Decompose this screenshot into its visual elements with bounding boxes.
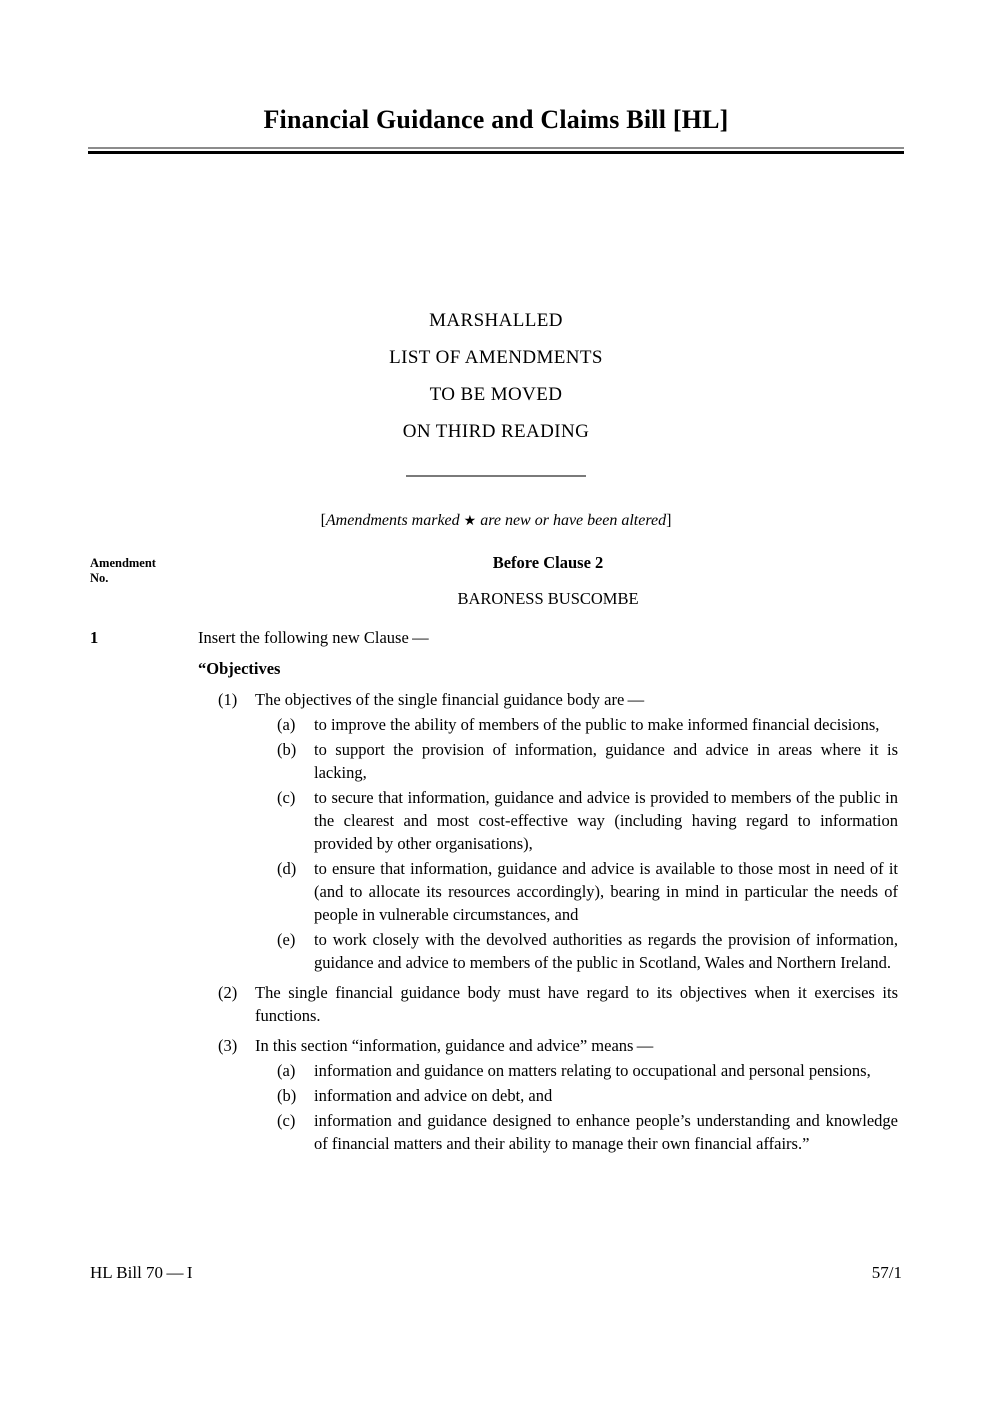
subparagraph-text: information and guidance on matters relating to occupational and personal pensions,: [314, 1061, 871, 1080]
subparagraph: [198, 1084, 898, 1107]
note-text-before-star: Amendments marked: [325, 512, 464, 529]
subparagraph-text: to improve the ability of members of the public to make informed financial decisions,: [314, 715, 880, 734]
page-title: Financial Guidance and Claims Bill [HL]: [263, 105, 729, 134]
subparagraph-marker: (b): [277, 1086, 297, 1105]
heading-short-rule: [406, 475, 586, 477]
star-icon: ★: [463, 514, 477, 529]
subparagraph-text: information and guidance designed to enhance people’s understanding and knowledge of financial matters and their ability to manage their own financial affairs.”: [314, 1111, 898, 1153]
note-close-bracket: ]: [666, 512, 672, 529]
subparagraph-text: to support the provision of information, guidance and advice in areas where it is lacking,: [314, 740, 898, 782]
masthead: [88, 104, 904, 154]
subparagraph-marker: (d): [277, 859, 297, 878]
subparagraph: [198, 1059, 898, 1082]
note-open-bracket: [: [320, 512, 326, 529]
paragraph: [198, 981, 898, 1027]
paragraph: [198, 1034, 898, 1057]
subparagraph-marker: (c): [277, 788, 296, 807]
note-text-after-star: are new or have been altered: [476, 512, 667, 529]
subparagraph: [198, 1109, 898, 1155]
paragraph-marker: (3): [218, 1036, 238, 1055]
subparagraph-marker: (e): [277, 930, 296, 949]
subparagraph-text: to secure that information, guidance and advice is provided to members of the public in the clearest and most cost-effective way (including having regard to information provided by other organisations),: [314, 788, 898, 853]
subparagraph-marker: (c): [277, 1111, 296, 1130]
clause-heading: Before Clause 2: [492, 553, 604, 572]
paragraph-marker: (1): [218, 690, 238, 709]
subparagraph: [198, 738, 898, 784]
heading-line-3: TO BE MOVED: [429, 384, 563, 405]
subparagraph: [198, 786, 898, 855]
subparagraph-list: [198, 1059, 898, 1155]
page-footer: [90, 1262, 902, 1284]
document-heading-block: [88, 302, 904, 477]
paragraph: [198, 688, 898, 711]
heading-line-4: ON THIRD READING: [402, 421, 590, 442]
amendment-lead-in: Insert the following new Clause —: [198, 628, 429, 647]
amendment-no-label-line1: Amendment: [90, 556, 156, 570]
amendment-entry: [90, 626, 898, 650]
amendment-no-label-line2: No.: [90, 571, 109, 585]
heading-line-2: LIST OF AMENDMENTS: [389, 347, 603, 368]
subparagraph-text: to ensure that information, guidance and advice is available to those most in need of it (and to allocate its resources accordingly), bearing in mind in particular the needs of people in vulnerable circumstances, and: [314, 859, 898, 924]
subparagraph: [198, 928, 898, 974]
title-divider: [88, 147, 904, 154]
heading-line-1: MARSHALLED: [429, 310, 563, 331]
subparagraph: [198, 713, 898, 736]
amendment-mover-name: BARONESS BUSCOMBE: [457, 589, 639, 608]
starred-amendment-note: [88, 512, 904, 530]
paragraph-marker: (2): [218, 983, 238, 1002]
subparagraph-text: information and advice on debt, and: [314, 1086, 553, 1105]
subparagraph-marker: (a): [277, 715, 296, 734]
subparagraph: [198, 857, 898, 926]
subparagraph-marker: (a): [277, 1061, 296, 1080]
paragraph-text: In this section “information, guidance and advice” means —: [255, 1036, 654, 1055]
page-number: 57/1: [871, 1263, 902, 1282]
amendment-no-column-label: [90, 556, 210, 586]
paragraph-text: The objectives of the single financial guidance body are —: [255, 690, 645, 709]
new-clause-title: “Objectives: [198, 659, 281, 678]
amendment-number: 1: [90, 628, 99, 647]
paragraph-text: The single financial guidance body must have regard to its objectives when it exercises its functions.: [255, 983, 898, 1025]
subparagraph-text: to work closely with the devolved authorities as regards the provision of information, guidance and advice to members of the public in Scotland, Wales and Northern Ireland.: [314, 930, 898, 972]
bill-reference: HL Bill 70 — I: [90, 1263, 193, 1282]
subparagraph-marker: (b): [277, 740, 297, 759]
subparagraph-list: [198, 713, 898, 974]
divider-thick-line: [88, 151, 904, 154]
